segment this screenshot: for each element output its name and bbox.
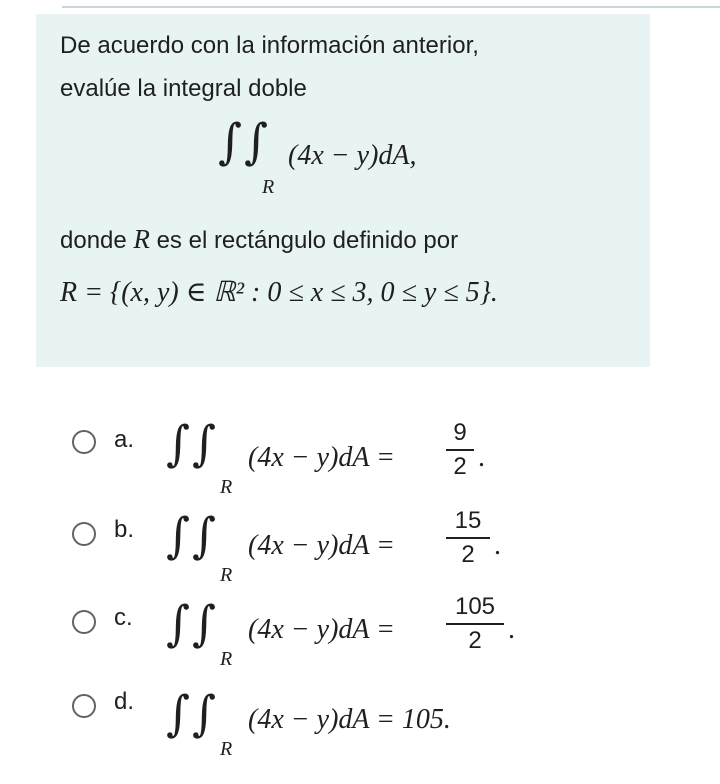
- radio-option-c[interactable]: [72, 610, 96, 634]
- question-line-1: De acuerdo con la información anterior,: [60, 32, 479, 59]
- integral-sign: ∫: [192, 506, 216, 564]
- region-subscript: R: [220, 476, 233, 498]
- question-panel: [36, 14, 650, 367]
- radio-option-a[interactable]: [72, 430, 96, 454]
- integral-sign: ∫: [166, 684, 190, 742]
- option-d[interactable]: [0, 680, 720, 780]
- option-b[interactable]: [0, 506, 720, 596]
- option-a[interactable]: [0, 414, 720, 508]
- fraction-denominator: 2: [468, 627, 482, 654]
- option-integrand: (4x − y)dA =: [248, 614, 395, 645]
- option-c[interactable]: [0, 594, 720, 684]
- option-integrand: (4x − y)dA =: [248, 442, 395, 473]
- fraction-bar: [446, 623, 504, 625]
- fraction-denominator: 2: [453, 453, 467, 480]
- region-subscript: R: [220, 738, 233, 760]
- answer-fraction: [446, 420, 474, 480]
- integrand: (4x − y)dA,: [288, 140, 417, 171]
- fraction-numerator: 105: [454, 593, 496, 620]
- integral-sign: ∫: [218, 112, 242, 170]
- option-letter: a.: [114, 426, 135, 453]
- option-letter: c.: [114, 604, 133, 631]
- option-integrand: (4x − y)dA = 105.: [248, 704, 451, 735]
- integral-sign: ∫: [192, 594, 216, 652]
- question-integral: [218, 112, 478, 198]
- period: .: [494, 530, 501, 561]
- answer-fraction: [446, 508, 490, 568]
- region-subscript: R: [262, 176, 275, 198]
- answer-fraction: [446, 594, 504, 654]
- fraction-numerator: 15: [454, 507, 482, 534]
- top-divider: [62, 0, 720, 8]
- question-line-2: evalúe la integral doble: [60, 75, 307, 102]
- fraction-denominator: 2: [461, 541, 475, 568]
- integral-sign: ∫: [192, 414, 216, 472]
- option-integrand: (4x − y)dA =: [248, 530, 395, 561]
- period: .: [478, 442, 485, 473]
- fraction-bar: [446, 449, 474, 451]
- integral-sign: ∫: [166, 594, 190, 652]
- region-subscript: R: [220, 648, 233, 670]
- radio-option-d[interactable]: [72, 694, 96, 718]
- option-letter: b.: [114, 516, 135, 543]
- integral-sign: ∫: [166, 414, 190, 472]
- integral-sign: ∫: [166, 506, 190, 564]
- integral-sign: ∫: [192, 684, 216, 742]
- question-line-3: donde R es el rectángulo definido por: [60, 224, 459, 254]
- fraction-numerator: 9: [453, 419, 467, 446]
- integral-sign: ∫: [244, 112, 268, 170]
- radio-option-b[interactable]: [72, 522, 96, 546]
- region-subscript: R: [220, 564, 233, 586]
- set-definition: R = {(x, y) ∈ ℝ² : 0 ≤ x ≤ 3, 0 ≤ y ≤ 5}.: [60, 277, 498, 308]
- option-letter: d.: [114, 688, 135, 715]
- period: .: [508, 614, 515, 645]
- fraction-bar: [446, 537, 490, 539]
